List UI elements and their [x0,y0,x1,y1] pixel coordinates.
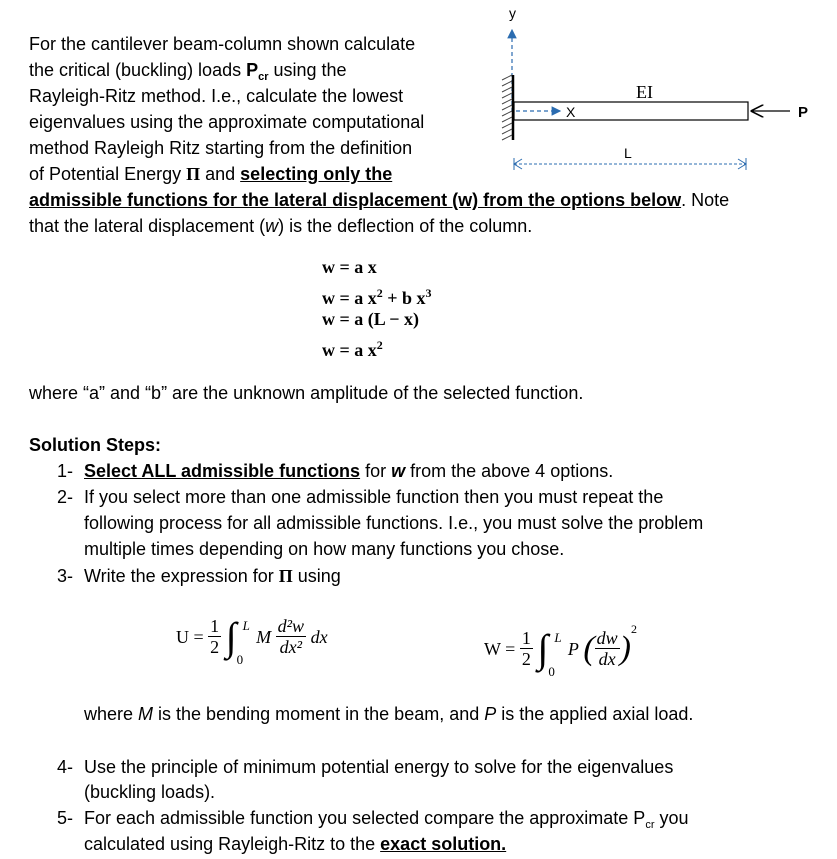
upper-limit: L [554,629,562,645]
pcr-symbol [633,808,655,831]
note-text: where [84,704,139,724]
length-label: L [624,145,632,161]
step-4-number: 4- [57,757,74,777]
step-1 [84,458,613,484]
exponent: 2 [631,622,637,636]
intro-text: and [200,164,241,184]
w-integral: ∫ L 0 [537,629,563,669]
intro-text: the critical (buckling) loads [29,60,247,80]
u-half [208,616,221,657]
pcr-sub: cr [258,71,269,83]
exponent: 2 [376,286,383,300]
option-text: w = a x [322,257,377,277]
differential: dx [310,626,328,647]
step-text: Write the expression for [84,566,279,586]
beam [514,102,748,120]
cantilever-diagram [480,0,837,185]
step-2-line-2: following process for all admissible functions. I.e., you must solve the problem [84,513,704,533]
pi-symbol: Π [186,164,201,184]
option-3 [322,306,419,332]
frac-num: dw [596,628,618,649]
underlined-instruction: admissible functions for the lateral displacement (w) from the options below [29,190,682,210]
u-integral: ∫ L 0 [226,617,252,657]
intro-text: using the [268,60,347,80]
frac-num: 1 [210,616,220,636]
step-4-line-2: (buckling loads). [84,782,216,802]
frac-num: d²w [277,616,305,636]
ei-label: EI [636,82,653,102]
lower-limit: 0 [236,651,244,667]
step-5-number: 5- [57,808,74,828]
solution-heading: Solution Steps: [29,435,161,455]
intro-text: . Note [681,190,730,210]
intro-line-1: For the cantilever beam-column shown calculate [29,34,416,54]
fixed-support [502,75,513,140]
w-lhs: W = [484,638,516,659]
pcr-p: P [633,808,646,828]
underlined-instruction: exact solution. [380,834,507,854]
step-text: calculated using Rayleigh-Ritz to the [84,834,381,854]
upper-limit: L [242,617,250,633]
load-symbol: P [484,704,497,724]
u-derivative [276,616,306,657]
step-2-line-3: multiple times depending on how many functions you chose. [84,539,565,559]
intro-line-6 [29,161,392,187]
step-1-number: 1- [57,461,74,481]
w-symbol: w [265,216,279,236]
load-symbol: P [567,638,579,659]
note-text: is the bending moment in the beam, and [153,704,485,724]
option-text: w = a x [322,288,377,308]
frac-den: 2 [521,649,531,670]
underlined-instruction: selecting only the [240,164,393,184]
option-1 [322,254,377,280]
pcr-symbol [246,60,269,83]
frac-den: dx² [279,637,303,657]
intro-text: that the lateral displacement ( [29,216,266,236]
step-5-line-2 [84,831,506,857]
intro-text: of Potential Energy [29,164,187,184]
moment-symbol: M [256,626,272,647]
intro-text: ) is the deflection of the column. [278,216,533,236]
equation-note [84,701,693,727]
pi-symbol: Π [278,566,293,586]
step-text: For each admissible function you selected compare the approximate [84,808,634,828]
option-4 [322,332,383,363]
intro-line-4: eigenvalues using the approximate computational [29,112,425,132]
step-2-number: 2- [57,487,74,507]
w-derivative [595,628,620,669]
intro-line-3: Rayleigh-Ritz method. I.e., calculate the lowest [29,86,404,106]
intro-line-8 [29,213,532,239]
step-text: from the above 4 options. [405,461,614,481]
u-lhs: U = [176,626,204,647]
x-axis-label: X [566,104,576,120]
paren-open: ( [583,629,595,667]
w-half [520,628,533,669]
step-text: for [360,461,392,481]
moment-symbol: M [138,704,154,724]
pcr-sub: cr [645,819,655,831]
pcr-p: P [246,60,259,80]
option-text: w = a (L − x) [322,309,420,329]
option-text: w = a x [322,340,377,360]
equation-u [176,613,328,676]
step-text: you [654,808,689,828]
equation-w [484,616,637,679]
step-4-line-1: Use the principle of minimum potential energy to solve for the eigenvalues [84,757,674,777]
load-label: P [798,104,809,121]
lower-limit: 0 [548,663,555,679]
frac-den: dx [598,649,616,670]
frac-den: 2 [210,637,220,657]
w-symbol: w [391,461,406,481]
frac-num: 1 [521,628,531,649]
intro-line-5: method Rayleigh Ritz starting from the definition [29,138,413,158]
amplitude-note: where “a” and “b” are the unknown amplitude of the selected function. [29,383,584,403]
step-text: using [292,566,341,586]
underlined-instruction: Select ALL admissible functions [84,461,361,481]
exponent: 3 [425,286,432,300]
step-2-line-1: If you select more than one admissible function then you must repeat the [84,487,664,507]
step-3 [84,563,341,589]
paren-close: ) [619,629,631,667]
note-text: is the applied axial load. [496,704,694,724]
step-3-number: 3- [57,566,74,586]
y-axis-label: y [509,5,516,21]
intro-line-7 [29,187,729,213]
option-text: + b x [382,288,426,308]
exponent: 2 [376,338,383,352]
